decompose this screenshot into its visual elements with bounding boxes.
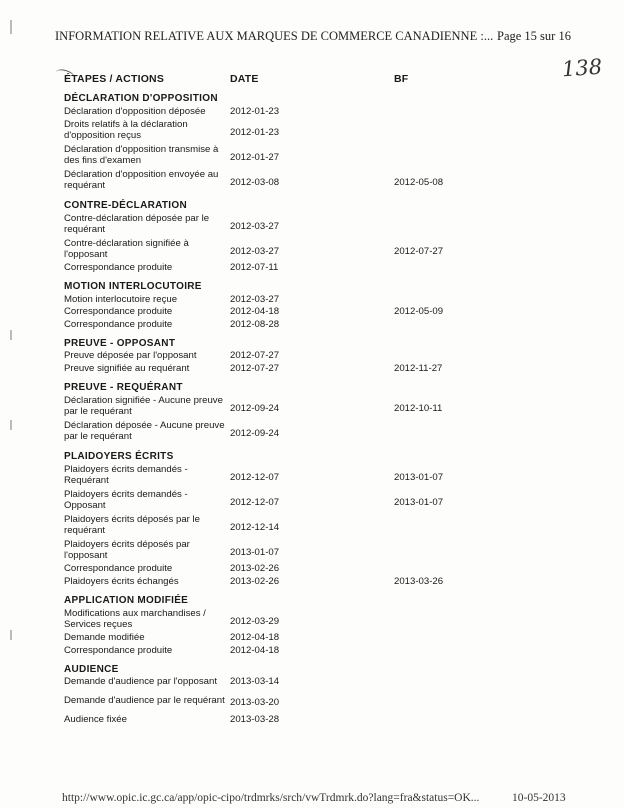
action-cell: Déclaration d'opposition déposée <box>64 105 206 117</box>
section <box>0 594 624 657</box>
bf-cell: 2012-07-27 <box>394 245 444 257</box>
table-row <box>0 362 624 375</box>
page-header <box>55 29 585 44</box>
action-cell: Plaidoyers écrits demandés - Requérant <box>64 463 188 486</box>
section-title: AUDIENCE <box>64 663 119 675</box>
action-cell: Plaidoyers écrits demandés - Opposant <box>64 488 188 511</box>
action-cell: Correspondance produite <box>64 306 173 317</box>
date-cell: 2012-09-24 <box>230 402 280 414</box>
section <box>0 280 624 331</box>
date-cell: 2012-01-27 <box>230 151 280 163</box>
section-title: DÉCLARATION D'OPPOSITION <box>64 93 218 104</box>
date-cell: 2012-12-07 <box>230 496 280 508</box>
column-header-action: ÉTAPES / ACTIONS <box>64 73 165 85</box>
action-cell: Plaidoyers écrits échangés <box>64 575 179 587</box>
action-cell: Demande d'audience par le requérant <box>64 694 225 706</box>
column-header-date: DATE <box>230 73 259 85</box>
table-row <box>0 168 624 193</box>
bf-cell: 2012-10-11 <box>394 402 443 414</box>
date-cell: 2012-03-27 <box>230 293 280 305</box>
action-cell: Preuve déposée par l'opposant <box>64 350 197 361</box>
bf-cell: 2013-03-26 <box>394 575 444 587</box>
header-title: INFORMATION RELATIVE AUX MARQUES DE COMMERCE CANADIENNE :... <box>55 29 494 43</box>
date-cell: 2013-03-20 <box>230 697 280 708</box>
table-row <box>0 394 624 419</box>
footer-url: http://www.opic.ic.gc.ca/app/opic-cipo/trdmrks/srch/vwTrdmrk.do?lang=fra&status=OK... <box>62 792 480 804</box>
table-row <box>0 713 624 726</box>
table-row <box>0 306 624 319</box>
section-title: PLAIDOYERS ÉCRITS <box>64 450 174 462</box>
action-cell: Correspondance produite <box>64 644 173 656</box>
date-cell: 2012-07-27 <box>230 350 280 361</box>
action-cell: Contre-déclaration déposée par le requérant <box>64 212 210 235</box>
margin-mark <box>10 20 12 34</box>
date-cell: 2012-03-27 <box>230 220 280 232</box>
bf-cell: 2013-01-07 <box>394 471 444 483</box>
action-cell: Déclaration déposée - Aucune preuve par le requérant <box>64 419 225 442</box>
date-cell: 2012-03-29 <box>230 615 280 627</box>
table-row <box>0 607 624 632</box>
page-number: Page 15 sur 16 <box>497 29 571 43</box>
history-table <box>0 92 624 732</box>
date-cell: 2013-02-26 <box>230 575 280 587</box>
action-cell: Correspondance produite <box>64 262 173 273</box>
table-row <box>0 676 624 689</box>
table-row <box>0 632 624 645</box>
table-row <box>0 488 624 513</box>
section <box>0 381 624 444</box>
table-row <box>0 688 624 713</box>
date-cell: 2012-03-27 <box>230 245 280 257</box>
section <box>0 450 624 588</box>
table-row <box>0 293 624 306</box>
action-cell: Demande d'audience par l'opposant <box>64 676 218 687</box>
date-cell: 2012-04-18 <box>230 632 280 643</box>
date-cell: 2012-07-11 <box>230 262 279 273</box>
action-cell: Déclaration d'opposition transmise à des fins d'examen <box>64 143 219 166</box>
table-row <box>0 237 624 262</box>
table-row <box>0 538 624 563</box>
section <box>0 663 624 726</box>
bf-cell: 2012-05-08 <box>394 176 444 188</box>
table-row <box>0 318 624 331</box>
section-title: APPLICATION MODIFIÉE <box>64 594 189 606</box>
action-cell: Modifications aux marchandises / Services reçues <box>64 607 206 630</box>
table-row <box>0 563 624 576</box>
bf-cell: 2012-11-27 <box>394 362 443 374</box>
action-cell: Contre-déclaration signifiée à l'opposant <box>64 237 189 260</box>
date-cell: 2013-03-14 <box>230 676 280 687</box>
table-row <box>0 105 624 118</box>
column-header-bf: BF <box>394 73 409 85</box>
bf-cell: 2012-05-09 <box>394 306 444 317</box>
action-cell: Correspondance produite <box>64 318 173 330</box>
date-cell: 2012-03-08 <box>230 176 280 188</box>
table-row <box>0 644 624 657</box>
action-cell: Plaidoyers écrits déposés par l'opposant <box>64 538 190 561</box>
date-cell: 2013-02-26 <box>230 563 280 574</box>
table-row <box>0 419 624 444</box>
date-cell: 2012-01-23 <box>230 105 280 117</box>
action-cell: Motion interlocutoire reçue <box>64 293 178 305</box>
bf-cell: 2013-01-07 <box>394 496 444 508</box>
section-title: PREUVE - REQUÉRANT <box>64 381 183 393</box>
action-cell: Plaidoyers écrits déposés par le requérant <box>64 513 200 536</box>
table-row <box>0 513 624 538</box>
date-cell: 2013-03-28 <box>230 713 280 725</box>
date-cell: 2012-08-28 <box>230 318 280 330</box>
table-row <box>0 463 624 488</box>
date-cell: 2013-01-07 <box>230 546 280 558</box>
date-cell: 2012-12-07 <box>230 471 280 483</box>
action-cell: Déclaration d'opposition envoyée au requérant <box>64 168 219 191</box>
handwritten-page-number: 138 <box>561 54 603 82</box>
table-row <box>0 212 624 237</box>
date-cell: 2012-09-24 <box>230 427 280 439</box>
action-cell: Correspondance produite <box>64 563 173 574</box>
date-cell: 2012-12-14 <box>230 521 280 533</box>
date-cell: 2012-04-18 <box>230 306 280 317</box>
table-row <box>0 350 624 363</box>
table-row <box>0 262 624 275</box>
action-cell: Demande modifiée <box>64 632 145 643</box>
action-cell: Déclaration signifiée - Aucune preuve par le requérant <box>64 394 223 417</box>
section <box>0 199 624 275</box>
action-cell: Audience fixée <box>64 713 127 725</box>
action-cell: Droits relatifs à la déclaration d'opposition reçus <box>64 118 188 141</box>
section-title: PREUVE - OPPOSANT <box>64 337 176 349</box>
section-title: MOTION INTERLOCUTOIRE <box>64 281 202 292</box>
section <box>0 92 624 193</box>
table-row <box>0 118 624 143</box>
footer-date: 10-05-2013 <box>512 792 566 804</box>
page-footer <box>62 792 622 804</box>
section <box>0 337 624 375</box>
table-row <box>0 143 624 168</box>
date-cell: 2012-01-23 <box>230 126 280 138</box>
table-row <box>0 575 624 588</box>
action-cell: Preuve signifiée au requérant <box>64 362 190 374</box>
date-cell: 2012-04-18 <box>230 644 280 656</box>
section-title: CONTRE-DÉCLARATION <box>64 199 187 211</box>
date-cell: 2012-07-27 <box>230 362 280 374</box>
